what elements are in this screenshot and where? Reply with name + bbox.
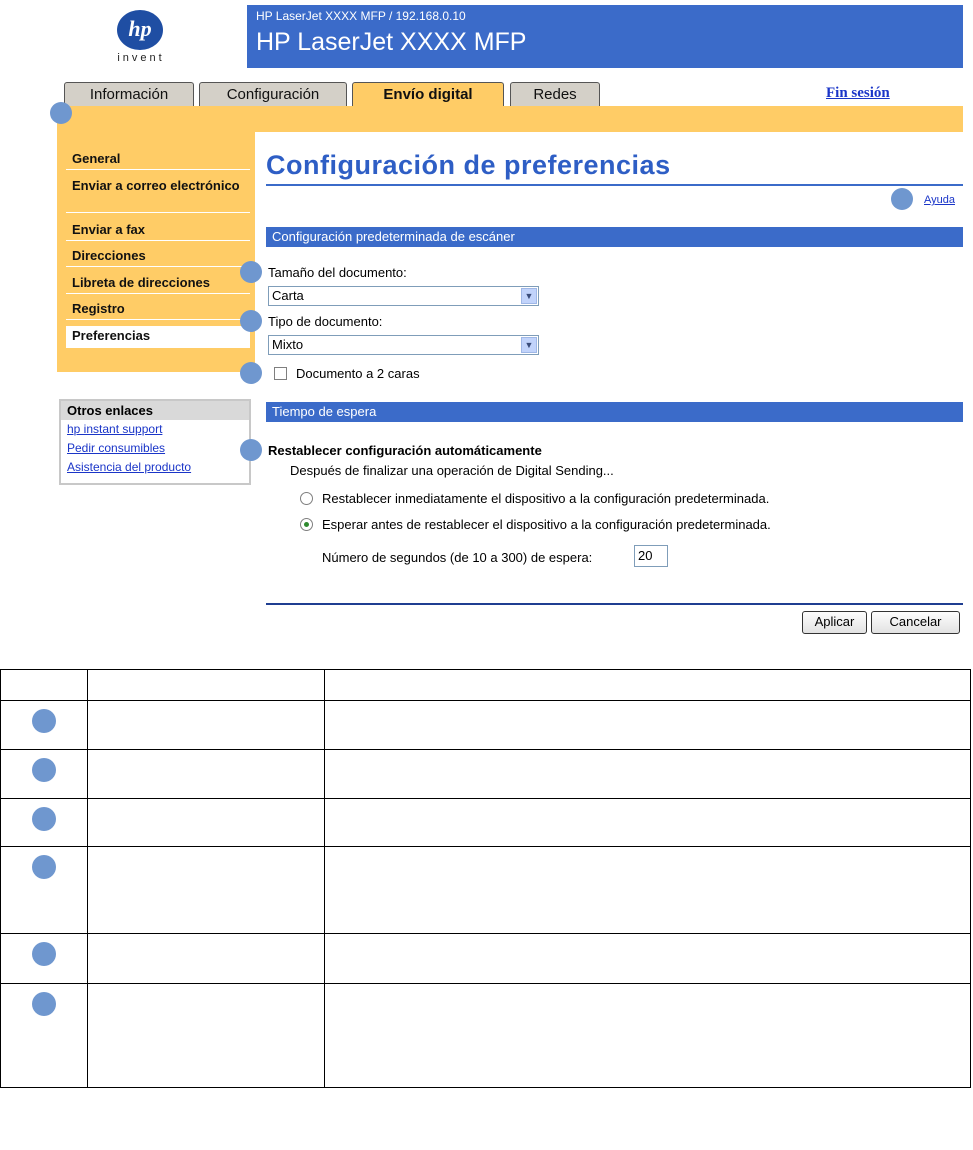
duplex-label: Documento a 2 caras (296, 366, 420, 381)
scanner-section-header: Configuración predeterminada de escáner (266, 227, 963, 247)
table-row (1, 750, 971, 799)
callout-marker (240, 439, 262, 461)
chevron-down-icon: ▼ (521, 337, 537, 353)
table-row (1, 799, 971, 847)
table-cell (1, 701, 88, 750)
reset-wait-label: Esperar antes de restablecer el dispositivo a la configuración predeterminada. (322, 517, 771, 532)
callout-marker (891, 188, 913, 210)
table-cell (325, 984, 971, 1088)
sidebar-item-addresses[interactable]: Direcciones (66, 247, 250, 267)
tab-informacion[interactable]: Información (64, 82, 194, 107)
table-cell (1, 847, 88, 934)
tab-band (57, 106, 963, 132)
table-header-cell (88, 670, 325, 701)
doc-size-value: Carta (272, 288, 304, 303)
table-cell (88, 799, 325, 847)
tab-envio-digital[interactable]: Envío digital (352, 82, 504, 107)
footer-divider (266, 603, 963, 605)
product-support-link[interactable]: Asistencia del producto (67, 460, 192, 474)
table-cell (88, 847, 325, 934)
reset-immediately-label: Restablecer inmediatamente el dispositivo a la configuración predeterminada. (322, 491, 770, 506)
callout-marker (32, 709, 56, 733)
table-header-row (1, 670, 971, 701)
table-cell (88, 701, 325, 750)
callout-marker (32, 807, 56, 831)
callout-marker (32, 758, 56, 782)
table-cell (88, 750, 325, 799)
table-cell (325, 701, 971, 750)
sidebar-item-address-book[interactable]: Libreta de direcciones (66, 274, 250, 294)
table-cell (1, 934, 88, 984)
chevron-down-icon: ▼ (521, 288, 537, 304)
doc-type-value: Mixto (272, 337, 304, 352)
table-cell (1, 984, 88, 1088)
duplex-checkbox[interactable] (274, 367, 287, 380)
table-header-cell (1, 670, 88, 701)
tab-redes[interactable]: Redes (510, 82, 600, 107)
timeout-section-header: Tiempo de espera (266, 402, 963, 422)
table-cell (88, 984, 325, 1088)
callout-marker (32, 992, 56, 1016)
doc-size-select[interactable] (268, 286, 539, 306)
table-cell (325, 847, 971, 934)
callout-table (0, 669, 971, 1088)
table-cell (325, 799, 971, 847)
callout-marker (240, 362, 262, 384)
device-header (247, 5, 963, 68)
sidebar-item-fax[interactable]: Enviar a fax (66, 221, 250, 241)
callout-marker (50, 102, 72, 124)
device-title: HP LaserJet XXXX MFP (256, 28, 527, 56)
cancel-button[interactable]: Cancelar (871, 611, 960, 634)
reset-intro: Después de finalizar una operación de Digital Sending... (290, 463, 614, 478)
tab-configuracion[interactable]: Configuración (199, 82, 347, 107)
other-links-title: Otros enlaces (61, 401, 249, 420)
page-title: Configuración de preferencias (266, 150, 671, 180)
table-row (1, 984, 971, 1088)
table-cell (1, 799, 88, 847)
table-header-cell (325, 670, 971, 701)
sidebar-item-general[interactable]: General (66, 150, 250, 170)
hp-logo (103, 10, 179, 65)
doc-type-select[interactable] (268, 335, 539, 355)
hp-logo-mark: hp (117, 10, 163, 50)
table-cell (1, 750, 88, 799)
table-row (1, 934, 971, 984)
callout-marker (32, 855, 56, 879)
reset-heading: Restablecer configuración automáticamente (268, 443, 542, 458)
sidebar-item-log[interactable]: Registro (66, 300, 250, 320)
device-address: HP LaserJet XXXX MFP / 192.168.0.10 (256, 9, 466, 23)
callout-marker (32, 942, 56, 966)
apply-button[interactable]: Aplicar (802, 611, 867, 634)
table-row (1, 847, 971, 934)
table-cell (88, 934, 325, 984)
logout-link[interactable]: Fin sesión (826, 85, 890, 101)
hp-logo-tagline: invent (117, 52, 165, 64)
other-links-box (59, 399, 251, 485)
table-cell (325, 934, 971, 984)
doc-size-label: Tamaño del documento: (268, 265, 407, 280)
order-supplies-link[interactable]: Pedir consumibles (67, 441, 166, 455)
table-cell (325, 750, 971, 799)
table-row (1, 701, 971, 750)
reset-wait-radio[interactable] (300, 518, 313, 531)
callout-marker (240, 310, 262, 332)
sidebar-item-email[interactable]: Enviar a correo electrónico (66, 177, 250, 213)
help-link[interactable]: Ayuda (924, 194, 955, 206)
title-divider (266, 184, 963, 186)
hp-instant-support-link[interactable]: hp instant support (67, 422, 163, 436)
seconds-label: Número de segundos (de 10 a 300) de espera: (322, 550, 593, 565)
reset-immediately-radio[interactable] (300, 492, 313, 505)
sidebar-item-preferences[interactable]: Preferencias (66, 326, 250, 348)
callout-marker (240, 261, 262, 283)
seconds-input[interactable]: 20 (634, 545, 668, 567)
doc-type-label: Tipo de documento: (268, 314, 383, 329)
